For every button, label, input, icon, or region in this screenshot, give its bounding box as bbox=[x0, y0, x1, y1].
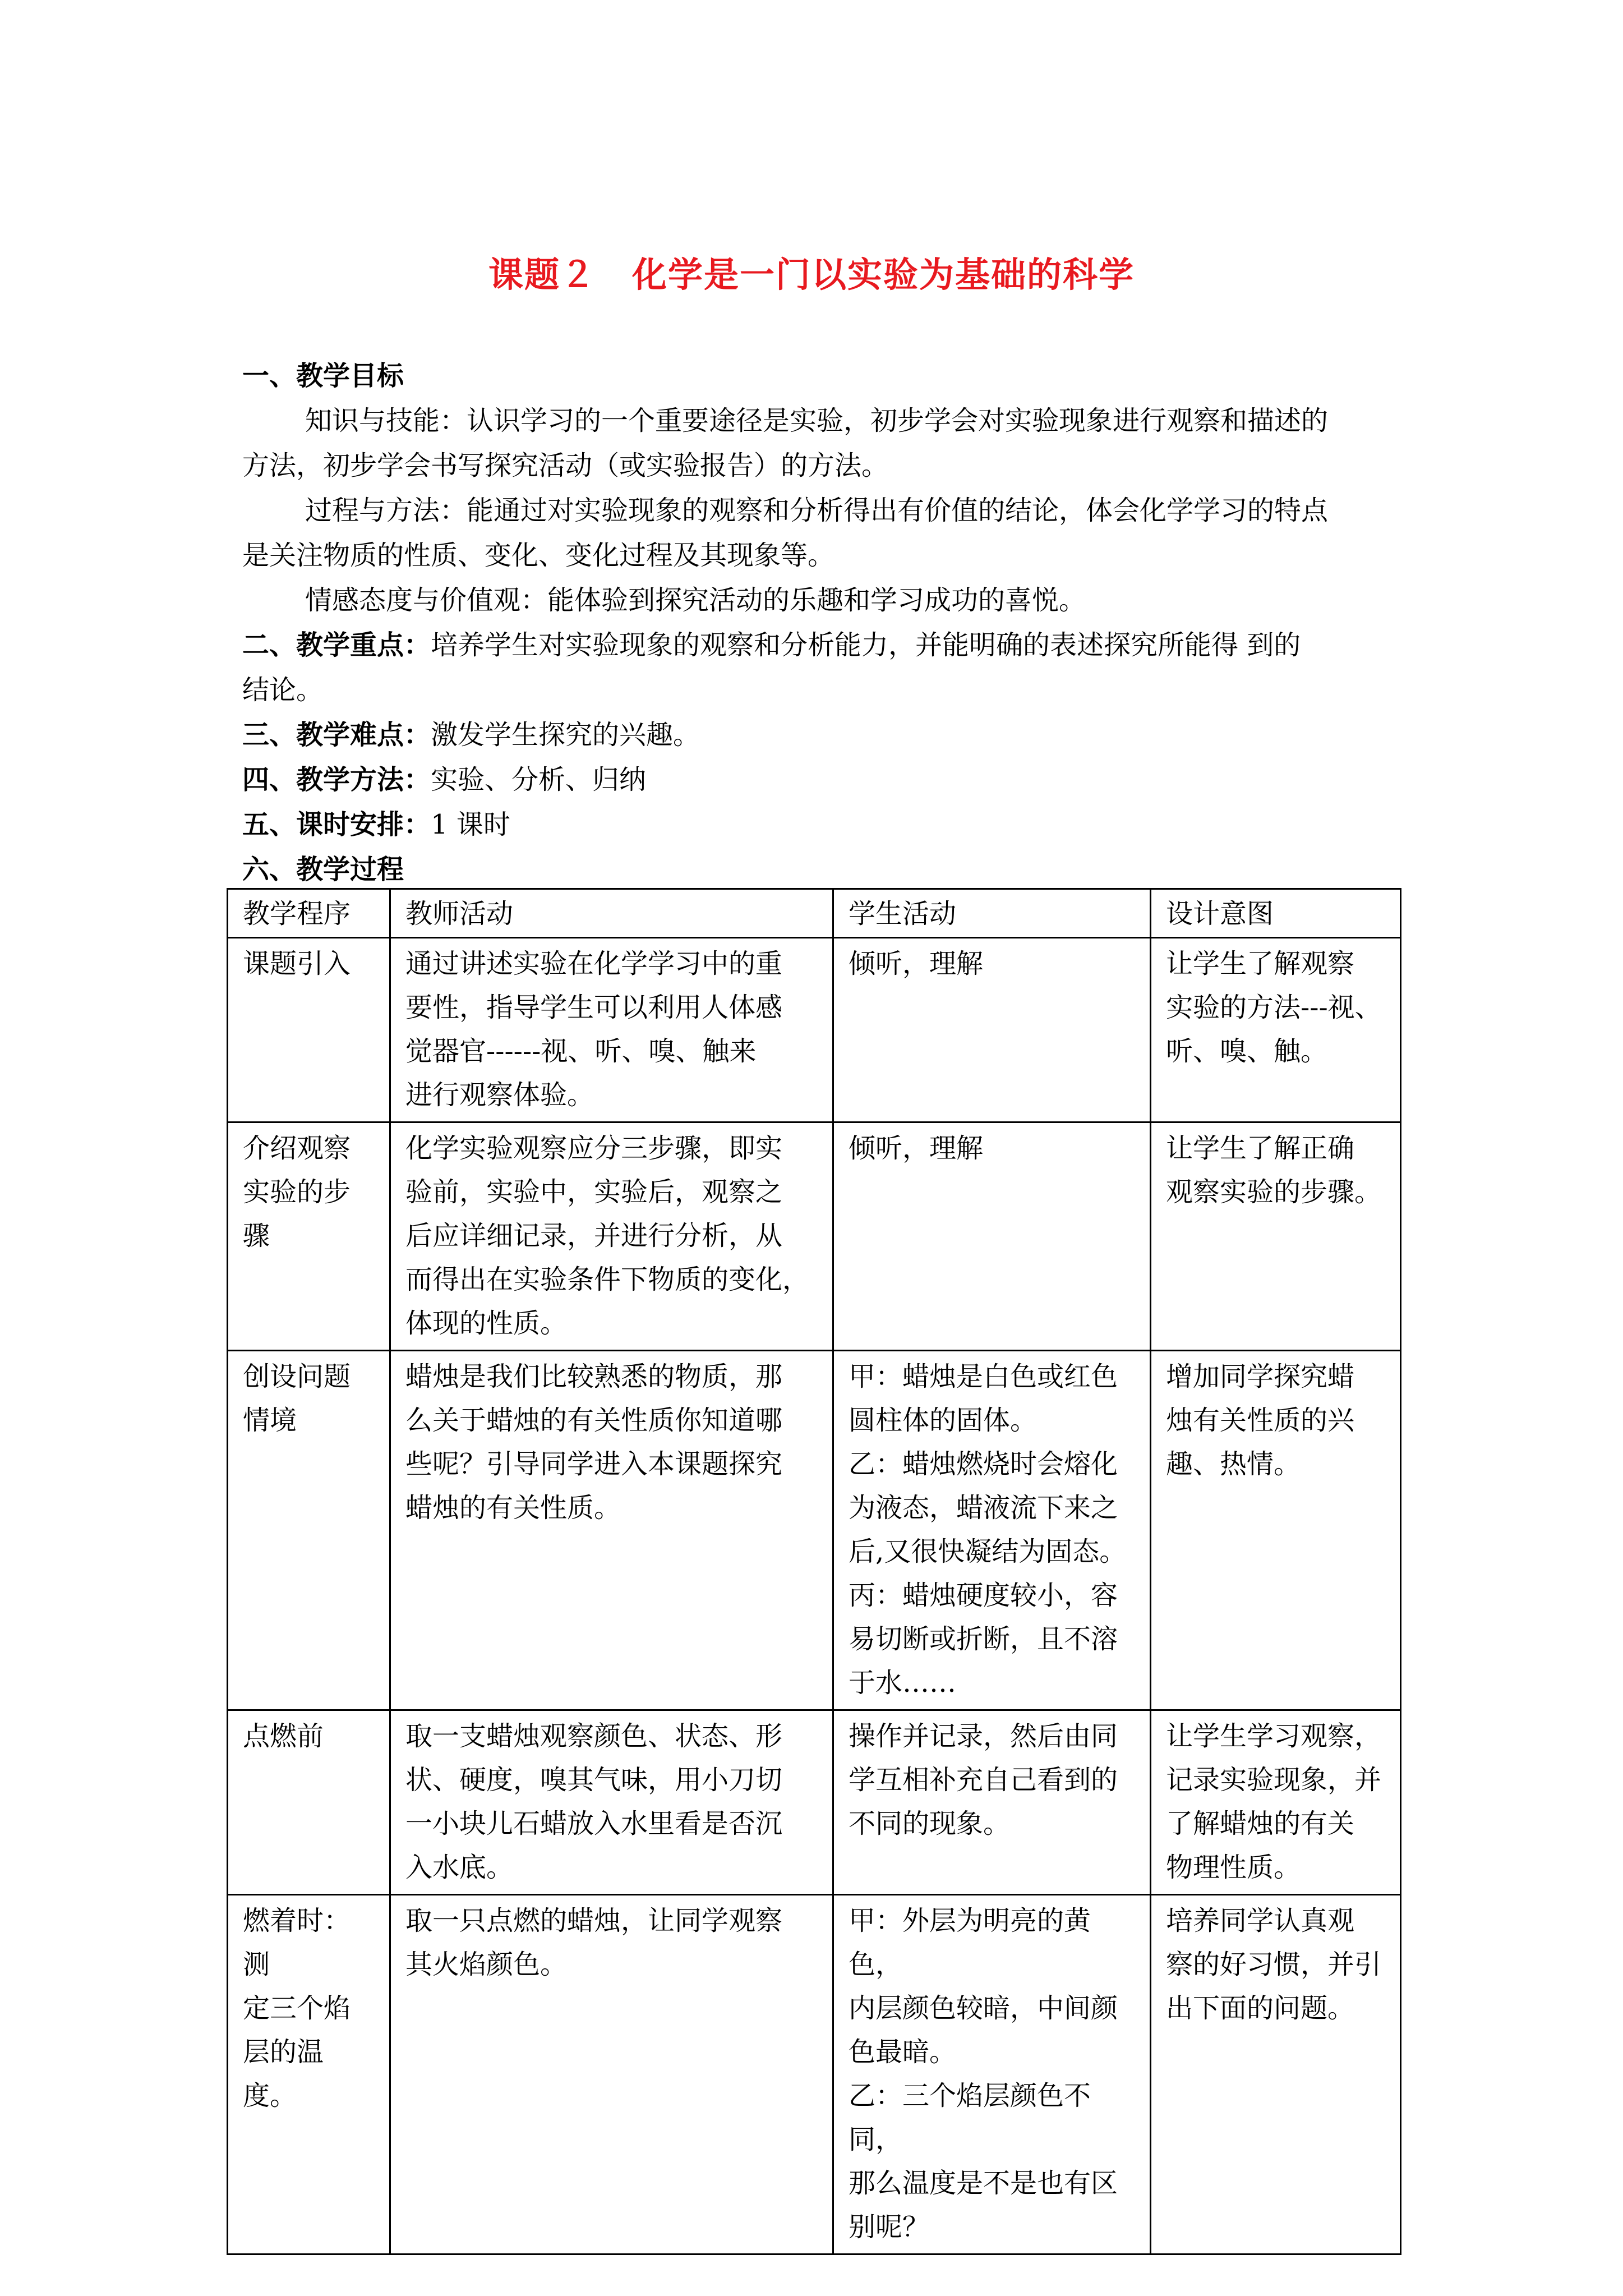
cell-step bbox=[228, 938, 390, 1122]
key-point-text-continued: 结论。 bbox=[242, 674, 324, 706]
cell-student-line: 丙：蜡烛硬度较小，容 bbox=[849, 1580, 1118, 1611]
cell-teacher-line: 取一只点燃的蜡烛，让同学观察 bbox=[405, 1905, 783, 1936]
cell-teacher bbox=[390, 1895, 833, 2254]
cell-intent bbox=[1151, 1710, 1401, 1895]
cell-intent-line: 物理性质。 bbox=[1166, 1852, 1301, 1883]
cell-student bbox=[833, 1122, 1151, 1351]
cell-intent-line: 培养同学认真观 bbox=[1166, 1905, 1355, 1936]
cell-teacher-line: 后应详细记录，并进行分析，从 bbox=[405, 1220, 783, 1251]
cell-intent-line: 出下面的问题。 bbox=[1166, 1993, 1355, 2024]
header-step: 教学程序 bbox=[228, 889, 390, 938]
cell-intent-line: 让学生了解正确 bbox=[1166, 1133, 1355, 1164]
cell-teacher-line: 取一支蜡烛观察颜色、状态、形 bbox=[405, 1720, 783, 1752]
objective-knowledge-line-2: 方法，初步学会书写探究活动（或实验报告）的方法。 bbox=[242, 450, 889, 481]
cell-student-line: 色最暗。 bbox=[849, 2036, 957, 2068]
cell-teacher-line: 体现的性质。 bbox=[405, 1308, 568, 1339]
cell-step-line: 实验的步 bbox=[243, 1176, 351, 1208]
cell-teacher bbox=[390, 1351, 833, 1710]
cell-teacher bbox=[390, 1710, 833, 1895]
cell-step bbox=[228, 1351, 390, 1710]
lesson-sections bbox=[242, 353, 1386, 892]
table-row bbox=[228, 1351, 1401, 1710]
cell-intent bbox=[1151, 1895, 1401, 2254]
method-label: 四、教学方法： bbox=[242, 764, 431, 795]
cell-teacher-line: 状、硬度，嗅其气味，用小刀切 bbox=[405, 1764, 783, 1796]
cell-teacher-line: 入水底。 bbox=[405, 1852, 514, 1883]
cell-student-line: 于水…… bbox=[849, 1667, 957, 1699]
header-intent: 设计意图 bbox=[1151, 889, 1401, 938]
difficulty bbox=[242, 712, 1386, 757]
cell-intent bbox=[1151, 938, 1401, 1122]
page-title: 课题２ 化学是一门以实验为基础的科学 bbox=[488, 254, 1135, 295]
cell-teacher-line: 要性，指导学生可以利用人体感 bbox=[405, 992, 783, 1023]
cell-teacher-line: 化学实验观察应分三步骤，即实 bbox=[405, 1133, 783, 1164]
cell-step-line: 定三个焰 bbox=[243, 1993, 351, 2024]
cell-step-line: 创设问题 bbox=[243, 1361, 351, 1392]
schedule-label: 五、课时安排： bbox=[242, 809, 431, 840]
cell-step-line: 燃着时：测 bbox=[243, 1905, 351, 1980]
cell-student-line: 倾听，理解 bbox=[849, 948, 984, 979]
cell-student-line: 学互相补充自己看到的 bbox=[849, 1764, 1118, 1796]
cell-intent bbox=[1151, 1351, 1401, 1710]
cell-intent-line: 让学生学习观察， bbox=[1166, 1720, 1382, 1752]
cell-student-line: 内层颜色较暗，中间颜 bbox=[849, 1993, 1118, 2024]
table-row bbox=[228, 1895, 1401, 2254]
cell-step-line: 情境 bbox=[243, 1405, 297, 1436]
key-point-text: 培养学生对实验现象的观察和分析能力，并能明确的表述探究所能得 到的 bbox=[431, 629, 1301, 661]
cell-teacher-line: 么关于蜡烛的有关性质你知道哪 bbox=[405, 1405, 783, 1436]
header-teacher: 教师活动 bbox=[390, 889, 833, 938]
cell-teacher-line: 验前，实验中，实验后，观察之 bbox=[405, 1176, 783, 1208]
cell-student-line: 圆柱体的固体。 bbox=[849, 1405, 1038, 1436]
cell-intent-line: 听、嗅、触。 bbox=[1166, 1036, 1328, 1067]
cell-step-line: 点燃前 bbox=[243, 1720, 324, 1752]
method bbox=[242, 757, 1386, 802]
cell-teacher-line: 些呢？引导同学进入本课题探究 bbox=[405, 1448, 783, 1480]
table-header-row bbox=[228, 889, 1401, 938]
objective-process-line-2: 是关注物质的性质、变化、变化过程及其现象等。 bbox=[242, 540, 835, 571]
cell-step-line: 骤 bbox=[243, 1220, 270, 1251]
cell-student-line: 甲：蜡烛是白色或红色 bbox=[849, 1361, 1118, 1392]
cell-step bbox=[228, 1122, 390, 1351]
cell-intent-line: 察的好习惯，并引 bbox=[1166, 1949, 1382, 1980]
key-point bbox=[242, 623, 1386, 668]
table-row bbox=[228, 938, 1401, 1122]
cell-step bbox=[228, 1710, 390, 1895]
cell-student bbox=[833, 1895, 1151, 2254]
cell-step-line: 层的温度。 bbox=[243, 2036, 324, 2111]
table-row bbox=[228, 1710, 1401, 1895]
cell-student-line: 易切断或折断，且不溶 bbox=[849, 1623, 1118, 1655]
difficulty-label: 三、教学难点： bbox=[242, 719, 431, 751]
table-row bbox=[228, 1122, 1401, 1351]
key-point-label: 二、教学重点： bbox=[242, 629, 431, 661]
header-student: 学生活动 bbox=[833, 889, 1151, 938]
cell-teacher-line: 进行观察体验。 bbox=[405, 1079, 594, 1111]
cell-student-line: 为液态，蜡液流下来之 bbox=[849, 1492, 1118, 1524]
cell-student-line: 操作并记录，然后由同 bbox=[849, 1720, 1118, 1752]
cell-intent-line: 烛有关性质的兴 bbox=[1166, 1405, 1355, 1436]
cell-step bbox=[228, 1895, 390, 2254]
cell-student-line: 那么温度是不是也有区 bbox=[849, 2168, 1118, 2199]
table-body bbox=[228, 889, 1401, 2254]
cell-teacher bbox=[390, 938, 833, 1122]
cell-student-line: 后,又很快凝结为固态。 bbox=[849, 1536, 1127, 1567]
cell-student bbox=[833, 1351, 1151, 1710]
difficulty-text: 激发学生探究的兴趣。 bbox=[431, 719, 700, 751]
cell-student-line: 别呢？ bbox=[849, 2211, 930, 2243]
cell-student-line: 乙：三个焰层颜色不同， bbox=[849, 2080, 1091, 2155]
objective-emotion: 情感态度与价值观：能体验到探究活动的乐趣和学习成功的喜悦。 bbox=[305, 585, 1086, 616]
cell-teacher bbox=[390, 1122, 833, 1351]
objective-process-line-1: 过程与方法：能通过对实验现象的观察和分析得出有价值的结论，体会化学学习的特点 bbox=[305, 495, 1329, 526]
cell-intent-line: 观察实验的步骤。 bbox=[1166, 1176, 1382, 1208]
cell-intent-line: 趣、热情。 bbox=[1166, 1448, 1301, 1480]
cell-step-line: 课题引入 bbox=[243, 948, 351, 979]
teaching-process-table bbox=[227, 888, 1401, 2255]
objectives-heading: 一、教学目标 bbox=[242, 360, 404, 392]
cell-teacher-line: 其火焰颜色。 bbox=[405, 1949, 568, 1980]
cell-student-line: 倾听，理解 bbox=[849, 1133, 984, 1164]
cell-teacher-line: 通过讲述实验在化学学习中的重 bbox=[405, 948, 783, 979]
cell-step-line: 介绍观察 bbox=[243, 1133, 351, 1164]
method-text: 实验、分析、归纳 bbox=[431, 764, 647, 795]
cell-intent-line: 记录实验现象，并 bbox=[1166, 1764, 1382, 1796]
schedule bbox=[242, 802, 1386, 847]
cell-intent bbox=[1151, 1122, 1401, 1351]
cell-teacher-line: 觉器官------视、听、嗅、触来 bbox=[405, 1036, 757, 1067]
cell-student-line: 乙：蜡烛燃烧时会熔化 bbox=[849, 1448, 1118, 1480]
cell-intent-line: 了解蜡烛的有关 bbox=[1166, 1808, 1355, 1839]
cell-teacher-line: 蜡烛的有关性质。 bbox=[405, 1492, 621, 1524]
process-heading: 六、教学过程 bbox=[242, 854, 404, 885]
cell-teacher-line: 而得出在实验条件下物质的变化， bbox=[405, 1264, 810, 1295]
schedule-text: 1 课时 bbox=[431, 809, 510, 840]
cell-student-line: 甲：外层为明亮的黄色， bbox=[849, 1905, 1091, 1980]
cell-student bbox=[833, 938, 1151, 1122]
cell-intent-line: 让学生了解观察 bbox=[1166, 948, 1355, 979]
cell-student-line: 不同的现象。 bbox=[849, 1808, 1011, 1839]
cell-intent-line: 实验的方法---视、 bbox=[1166, 992, 1382, 1023]
cell-teacher-line: 一小块儿石蜡放入水里看是否沉 bbox=[405, 1808, 783, 1839]
cell-intent-line: 增加同学探究蜡 bbox=[1166, 1361, 1355, 1392]
cell-teacher-line: 蜡烛是我们比较熟悉的物质，那 bbox=[405, 1361, 783, 1392]
cell-student bbox=[833, 1710, 1151, 1895]
objective-knowledge-line-1: 知识与技能：认识学习的一个重要途径是实验，初步学会对实验现象进行观察和描述的 bbox=[305, 405, 1329, 436]
